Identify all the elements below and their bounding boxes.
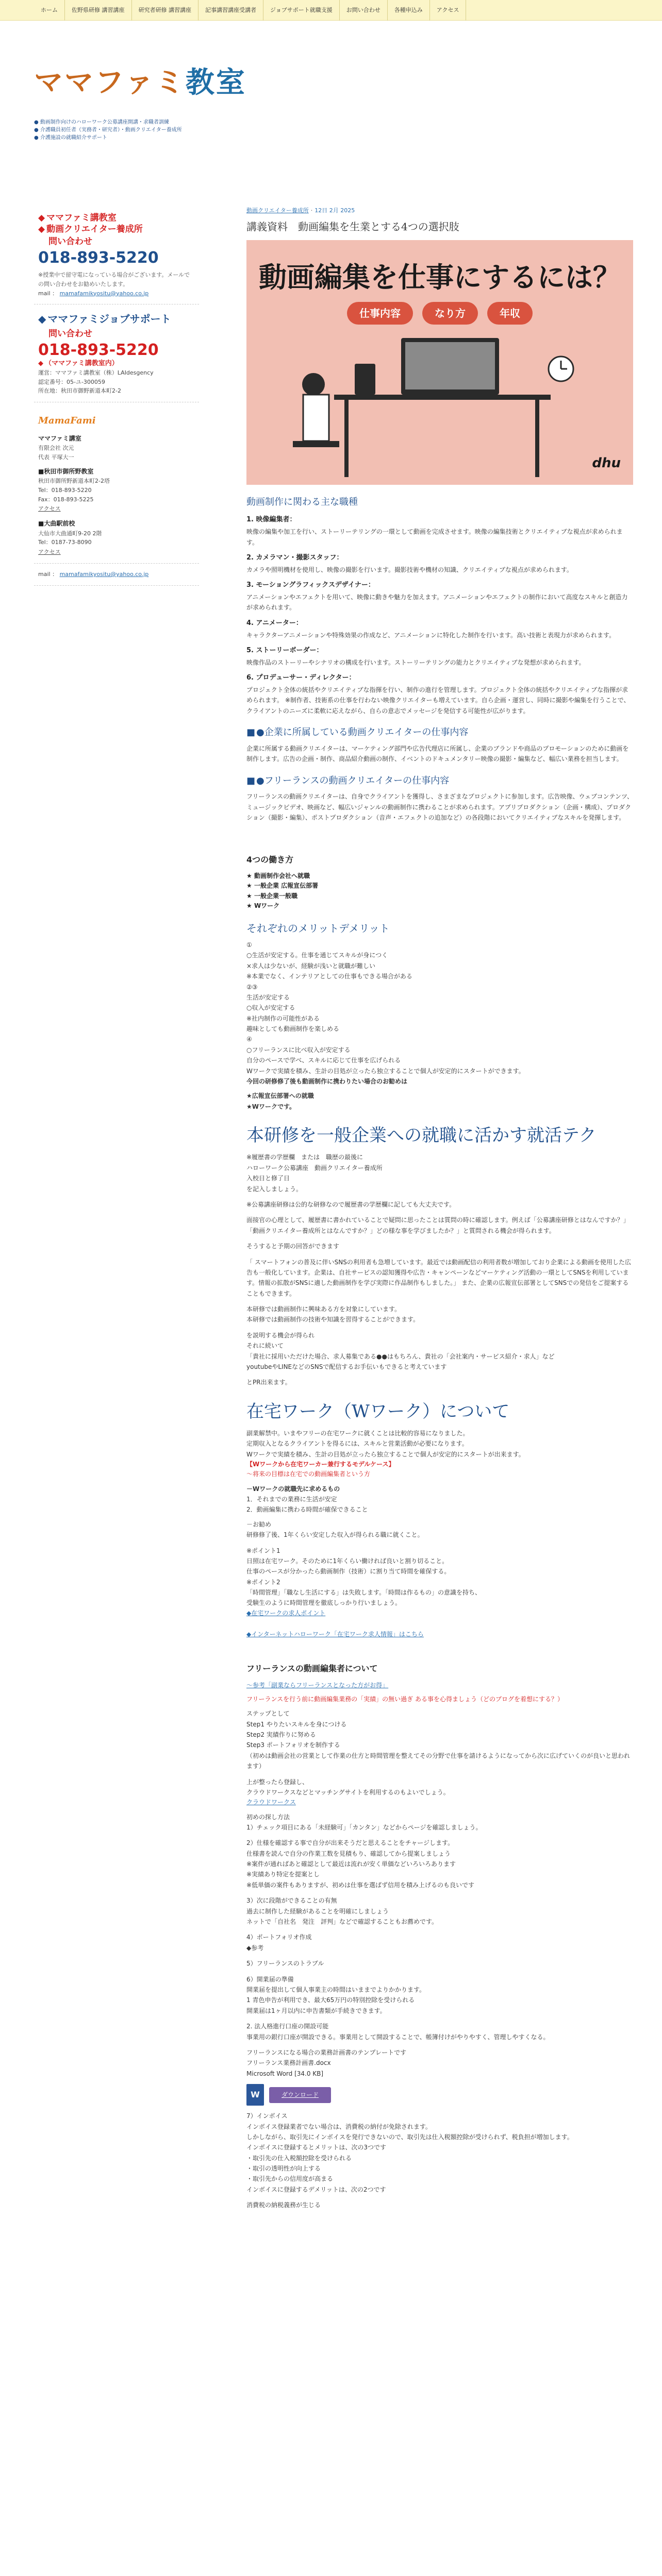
- footer-mail-link[interactable]: mamafamikyositu@yahoo.co.jp: [59, 570, 149, 578]
- nav-item[interactable]: アクセス: [430, 0, 467, 21]
- breadcrumb-category[interactable]: 動画クリエイター養成所: [246, 207, 309, 214]
- paragraph: ※社内制作の可能性がある: [246, 1014, 320, 1022]
- paragraph: ※実績あり特定を提案とし: [246, 1871, 320, 1878]
- nav-item[interactable]: お問い合わせ: [340, 0, 388, 21]
- role-text: キャラクターアニメーションや特殊効果の作成など、アニメーションに特化した制作を行います。高い技術と表現力が求められます。: [246, 631, 616, 639]
- paragraph: 消費税の納税義務が生じる: [246, 2201, 321, 2209]
- mail-label: mail: [38, 290, 51, 297]
- logo-main-text: ママファミ: [34, 65, 186, 99]
- post-date: 12日 2月 2025: [315, 207, 355, 214]
- paragraph: 「貴社に採用いただけた場合、求人募集である●●はもちろん、貴社の「会社案内・サービス紹介・求人」など: [246, 1352, 555, 1360]
- role-heading: 3. モーショングラフィックスデザイナー：: [246, 581, 375, 589]
- tagline: ● 動画制作向けのハローワーク公募講座開講・求職者訓練: [34, 118, 240, 126]
- paragraph: 4）ポートフォリオ作成: [246, 1934, 312, 1941]
- model-case-sub: ～将来の目標は在宅での動画編集者という方: [246, 1470, 371, 1478]
- paragraph: 受験生のように時間管理を徹底しっかり行いましょう。: [246, 1599, 402, 1607]
- job-paragraphs: [246, 1152, 633, 1387]
- role-text: アニメーションやエフェクトを用いて、映像に動きや魅力を加えます。アニメーションやエフェクトの制作において高度なスキルと創造力が求められます。: [246, 593, 628, 612]
- branch-access-link[interactable]: アクセス: [38, 505, 61, 513]
- paragraph: 研修修了後、1年くらい安定した収入が得られる職に就くこと。: [246, 1531, 424, 1539]
- wwork-paragraphs: [246, 1428, 633, 1460]
- school-contact-card: [34, 206, 199, 304]
- post-title: 講義資料 動画編集を生業とする4つの選択肢: [246, 220, 459, 233]
- paragraph: 本研修では動画制作に興味ある方を対象にしています。: [246, 1306, 401, 1313]
- job-phone-note: ◆ （ママファミ講教室内）: [38, 360, 195, 368]
- contact-label: 問い合わせ: [48, 236, 92, 247]
- paragraph: 本研修では動画制作の技術や知識を習得することができます。: [246, 1316, 420, 1324]
- school-phone[interactable]: 018-893-5220: [38, 249, 159, 267]
- desk-illustration-icon: [246, 240, 633, 485]
- paragraph: Wワークで実績を積み、生計の目処が立ったら独立することで個人が安定的にスタートが出来ます。: [246, 1450, 525, 1458]
- paragraph: 入校日と修了日: [246, 1175, 290, 1182]
- paragraph: 開業届は1ヶ月以内に申告書類が手続きできます。: [246, 2007, 386, 2014]
- branch-heading: ■大曲駅前校: [38, 520, 75, 528]
- tagline: ● 介護職員初任者（実務者・研究者）・動画クリエイター養成所: [34, 126, 240, 134]
- section-heading: ■ ●企業に所属している動画クリエイターの仕事内容: [246, 725, 633, 740]
- top-navigation: [0, 0, 662, 21]
- hero-title: 動画編集を仕事にするには？: [259, 261, 621, 294]
- wwork-notes: [246, 1519, 633, 1608]
- paragraph: －お勧め: [246, 1520, 272, 1528]
- paragraph: 副業解禁中。いまやフリーの在宅ワークに就くことは比較的容易になりました。: [246, 1430, 469, 1437]
- list-item: ★ 動画制作会社へ就職: [246, 871, 633, 881]
- job-info-line: 所在地：秋田市御野新道本町2-2: [38, 387, 121, 395]
- model-case-heading: 【Wワークから在宅ワーカー兼行するモデルケース】: [246, 1461, 395, 1468]
- steps-title: －Wワークの就職先に求めるもの: [246, 1485, 340, 1493]
- branch-access-link[interactable]: アクセス: [38, 548, 61, 555]
- role-heading: 6. プロデューサー・ディレクター：: [246, 674, 356, 682]
- job-support-card: [34, 304, 199, 402]
- role-text: 映像作品のストーリーやシナリオの構成を行います。ストーリーテリングの能力とクリエイティブな発想が求められます。: [246, 658, 585, 666]
- paragraph: ※履歴書の学歴欄 または 職歴の最後に: [246, 1154, 363, 1161]
- paragraph: ・取引の透明性が向上する: [246, 2165, 321, 2173]
- school-mail-row: mail ： mamafamikyositu@yahoo.co.jp: [38, 290, 149, 297]
- paragraph: しかしながら、取引先にインボイスを発行できないので、取引先は仕入税額控除が受けられず、税負担が増加します。: [246, 2133, 573, 2141]
- paragraph: 定期収入となるクライアントを得るには、スキルと営業活動が必要になります。: [246, 1440, 468, 1448]
- paragraph: 「時間管理」「職なし生活にする」は失敗します。「時間は作るもの」の意識を持ち、: [246, 1589, 482, 1597]
- school-heading: ◆ ママファミ講教室: [38, 212, 195, 224]
- download-button[interactable]: ダウンロード: [269, 2087, 331, 2103]
- site-logo[interactable]: [34, 67, 246, 99]
- paragraph: 趣味としても動画制作を楽しめる: [246, 1025, 340, 1033]
- role-heading: 4. アニメーター：: [246, 619, 303, 627]
- paragraph: 1）チェック項目にある「未経験可」「カンタン」などからページを確認しましょう。: [246, 1823, 482, 1831]
- paragraph: フリーランス業務計画書.docx: [246, 2059, 331, 2067]
- nav-item[interactable]: 研究者研修 講習講座: [132, 0, 199, 21]
- paragraph: 7）インボイス: [246, 2112, 288, 2120]
- paragraph: Step1 やりたいスキルを身につける: [246, 1720, 347, 1728]
- paragraph: ①: [246, 941, 252, 948]
- step-item: 2．動画編集に携わる時間が確保できること: [246, 1506, 368, 1514]
- hero-pill: 年収: [487, 302, 533, 325]
- paragraph: ○生活が安定する。仕事を通じてスキルが身につく: [246, 952, 388, 959]
- paragraph: ②③: [246, 983, 258, 991]
- paragraph: そうすると予期の回答ができます: [246, 1243, 340, 1250]
- hero-image: [246, 240, 633, 485]
- paragraph: フリーランスになる場合の業務計画書のテンプレートです: [246, 2048, 407, 2056]
- tagline: ● 介護施設の就職紹介サポート: [34, 134, 240, 142]
- hero-pill: 仕事内容: [347, 302, 413, 325]
- paragraph: Step2 実績作りに努める: [246, 1731, 316, 1738]
- company-card: [34, 402, 199, 564]
- branch-line: 大仙市大曲通町9-20 2階: [38, 530, 102, 537]
- brand-logo: MamaFami: [38, 415, 96, 427]
- role-heading: 5. ストーリーボーダー：: [246, 646, 323, 654]
- site-taglines: [34, 118, 240, 142]
- section-heading: 4つの働き方: [246, 854, 294, 865]
- job-contact-label: 問い合わせ: [48, 329, 92, 340]
- word-file-icon: W: [246, 2084, 264, 2106]
- mail-label: mail: [38, 570, 51, 578]
- inline-link[interactable]: ◆在宅ワークの求人ポイント: [246, 1609, 326, 1617]
- section-heading: ■ ●フリーランスの動画クリエイターの仕事内容: [246, 774, 633, 789]
- branch-line: 秋田市御所野新道本町2-2塔: [38, 478, 110, 485]
- paragraph: インボイス登録業者でない場合は、消費税の納付が免除されます。: [246, 2123, 432, 2130]
- list-item: ★ 一般企業 広報宣伝部署: [246, 881, 633, 891]
- role-heading: 2. カメラマン・撮影スタッフ：: [246, 553, 343, 562]
- paragraph: ○収入が安定する: [246, 1004, 295, 1012]
- job-phone[interactable]: 018-893-5220: [38, 341, 159, 360]
- paragraph: 仕事のペースが分かったら動画制作（技術）に割り当て時間を確保する。: [246, 1568, 451, 1575]
- nav-item[interactable]: 記事講習講座受講者: [198, 0, 263, 21]
- recommendation: ★Wワークです。: [246, 1103, 296, 1110]
- paragraph: 5）フリーランスのトラブル: [246, 1960, 324, 1968]
- paragraph: （初めは動画会社の営業として作業の仕方と時間管理を整えてその分野で仕事を請けるようになってから次に広げていくのが良いと思われます）: [246, 1752, 631, 1770]
- paragraph: 「 スマートフォンの普及に伴いSNSの利用者も急増しています。最近では動画配信の利用者数が増加しており企業による動画を使用した広告も一般化しています。企業は、自社サービスの認知獲得や広告・キャンペーンなどマーケティング活動の一環としてSNSを利用しています。情報の拡散がSNSに適した動画制作を学び実際に作品制作もしました。」 また、企業の広報宣伝部署としてSNSでの発信をご提案することもできます。: [246, 1258, 631, 1297]
- paragraph: ※案件が通ればあと確認として最近は流れが安く単価などいろいろあります: [246, 1860, 456, 1868]
- company-line: 有限会社 次元: [38, 445, 74, 451]
- paragraph: ×求人は少ないが、経験が浅いと就職が難しい: [246, 962, 376, 970]
- nav-item[interactable]: 各種申込み: [388, 0, 430, 21]
- paragraph: 自分のペースで学べ、スキルに応じて仕事を広げられる: [246, 1057, 401, 1064]
- paragraph: ※公募講座研修は公的な研修なので履歴書の学歴欄に記しても大丈夫です。: [246, 1200, 456, 1208]
- merit-paragraphs: [246, 940, 633, 1076]
- section-heading: フリーランスの動画編集者について: [246, 1664, 378, 1674]
- freelance-paragraphs: [246, 1708, 633, 1798]
- paragraph: 2. 法人格進行口座の開設可能: [246, 2023, 329, 2030]
- role-text: カメラや照明機材を使用し、映像の撮影を行います。撮影技術や機材の知識、クリエイティブな視点が求められます。: [246, 566, 573, 573]
- paragraph: 上が整ったら登録し、: [246, 1778, 309, 1786]
- branch-line: Tel：018-893-5220: [38, 486, 92, 494]
- work-styles-list: [246, 871, 633, 911]
- paragraph: ※低単価の案件もありますが、初めは仕事を選ばず信用を積み上げるのも良いです: [246, 1881, 475, 1889]
- paragraph: フリーランスの動画クリエイターは、自身でクライアントを獲得し、さまざまなプロジェクトに参加します。広告映像、ウェブコンテンツ、ミュージックビデオ、映画など、幅広いジャンルの動画制作に携わることが求められます。アプリプロダクション（企画・構成）、プロダクション（撮影・編集）、ポストプロダクション（音声・エフェクトの追加など）の各段階においてクリエイティブなスキルを発揮します。: [246, 793, 634, 822]
- branch-line: Fax：018-893-5225: [38, 496, 94, 503]
- paragraph: クラウドワークスなどとマッチングサイトを利用するのもよいでしょう。: [246, 1788, 450, 1796]
- recommendation: 今回の研修修了後も動画制作に携わりたい場合のお勧めは: [246, 1078, 408, 1086]
- paragraph: それに続いて: [246, 1342, 284, 1350]
- paragraph: ・取引先の仕入税額控除を受けられる: [246, 2154, 352, 2162]
- list-item: ★ Wワーク: [246, 901, 633, 911]
- nav-item[interactable]: ジョブサポート就職支援: [263, 0, 340, 21]
- role-text: プロジェクト全体の統括やクリエイティブな指揮を行い、制作の進行を管理します。プロジェクト全体の統括やクリエイティブな指揮が求められます。 ※制作者、技術系の仕事を行わない映像クリエイターも増えています。自ら企画・運営し、同時に撮影や編集を行うことで、クライアントのニーズに柔軟に応えながら、自らの意志でメッセージを発信する可能性が広がります。: [246, 686, 630, 715]
- footer-mail-card: mail ： mamafamikyositu@yahoo.co.jp: [34, 564, 199, 586]
- paragraph: Step3 ポートフォリオを制作する: [246, 1741, 340, 1749]
- paragraph: を記入しましょう。: [246, 1185, 303, 1193]
- paragraph: ・取引先からの信用度が高まる: [246, 2175, 334, 2183]
- paragraph: インボイスに登録するとメリットは、次の3つです: [246, 2144, 387, 2151]
- section-heading: それぞれのメリットデメリット: [246, 922, 390, 935]
- school-subheading: ◆ 動画クリエイター養成所: [38, 224, 195, 235]
- nav-item[interactable]: 佐野県研修 講習講座: [65, 0, 132, 21]
- freelance-paragraphs-2: [246, 1812, 633, 2079]
- breadcrumb: 動画クリエイター養成所 · 12日 2月 2025: [246, 207, 355, 214]
- paragraph: ※本業でなく、インテリアとしての仕事もできる場合がある: [246, 973, 412, 980]
- paragraph: youtubeやLINEなどのSNSで配信するお手伝いもできると考えています: [246, 1363, 447, 1371]
- paragraph: 過去に制作した経験があることを明確にしましょう: [246, 1907, 389, 1915]
- paragraph: インボイスに登録するデメリットは、次の2つです: [246, 2185, 386, 2193]
- job-support-heading: ◆ ママファミジョブサポート: [38, 311, 195, 327]
- paragraph: 日照は在宅ワーク。そのために1年くらい働ければ良いと割り切ること。: [246, 1557, 449, 1565]
- paragraph: 生活が安定する: [246, 993, 290, 1001]
- paragraph: ○フリーランスに比べ収入が安定する: [246, 1046, 351, 1054]
- paragraph: ※ポイント2: [246, 1578, 280, 1586]
- branch-line: Tel：0187-73-8090: [38, 539, 92, 546]
- paragraph: ◆参考: [246, 1944, 264, 1952]
- section-heading: 本研修を一般企業への就職に活かす就活テク: [246, 1125, 597, 1146]
- job-info-line: 運営：ママファミ講教室（株）LAIdesgency: [38, 369, 154, 377]
- paragraph: 企業に所属する動画クリエイターは、マーケティング部門や広告代理店に所属し、企業のブランドや商品のプロモーションのために動画を制作します。広告の企画・制作、商品紹介動画の制作、イベントのドキュメンタリー映像の撮影・編集など、幅広い業務を担当します。: [246, 744, 629, 763]
- crowdworks-link[interactable]: クラウドワークス: [246, 1799, 296, 1806]
- paragraph: を説明する機会が得られ: [246, 1331, 315, 1339]
- paragraph: ④: [246, 1036, 252, 1043]
- section-heading: 動画制作に関わる主な職種: [246, 496, 358, 507]
- inline-link[interactable]: ～参考「副業ならフリーランスとなった方がお得」: [246, 1681, 389, 1689]
- freelance-paragraphs-3: [246, 2111, 633, 2211]
- article: [246, 206, 633, 2211]
- paragraph: 2）仕様を確認する事で自分が出来そうだと思えることをチャージします。: [246, 1839, 454, 1847]
- inline-link[interactable]: ◆インターネットハローワーク「在宅ワーク求人情報」はこちら: [246, 1631, 424, 1638]
- paragraph: 6）開業届の準備: [246, 1975, 294, 1983]
- school-note: ※授業中で留守電になっている場合がございます。メールでの問い合わせをお勧めいたします。: [38, 272, 190, 287]
- section-heading: 在宅ワーク（Wワーク）について: [246, 1401, 510, 1422]
- nav-item[interactable]: ホーム: [34, 0, 65, 21]
- step-item: 1．それまでの業務に生活が安定: [246, 1495, 337, 1503]
- paragraph: 面接官の心理として、履歴書に書かれていることで疑問に思ったことは質問の時に確認します。例えば「公募講座研修とはなんですか？」「動画クリエイター養成所とはなんですか？」どの様な事を学びましたか？」と質問される機会が得られます。: [246, 1216, 630, 1234]
- file-download: [246, 2084, 633, 2106]
- hero-pill: なり方: [422, 302, 478, 325]
- job-info-line: 認定番号：05-ユ-300059: [38, 378, 105, 385]
- paragraph: Wワークで実績を積み、生計の目処が立ったら独立することで個人が安定的にスタートができます。: [246, 1067, 525, 1075]
- paragraph: 開業届を提出して個人事業主の時間はいままでよりかかります。: [246, 1986, 426, 1993]
- sidebar: [34, 206, 199, 586]
- paragraph: ネットで「自社名 発注 評判」などで確認することもお薦めです。: [246, 1918, 438, 1926]
- paragraph: ステップとして: [246, 1710, 290, 1718]
- school-mail-link[interactable]: mamafamikyositu@yahoo.co.jp: [59, 290, 149, 297]
- logo-accent-text: 教室: [185, 65, 246, 99]
- branch-heading: ■秋田市御所野教室: [38, 468, 94, 476]
- paragraph: ハローワーク公募講座 動画クリエイター養成所: [246, 1164, 383, 1172]
- paragraph: 事業用の銀行口座が開設できる。事業用として開設することで、帳簿付けがやりやすく、管理しやすくなる。: [246, 2033, 550, 2041]
- role-text: 映像の編集や加工を行い、ストーリーテリングの一環として動画を完成させます。映像の編集技術とクリエイティブな視点が求められます。: [246, 528, 623, 546]
- paragraph: 1 青色申告が利用でき、最大65万円の特別控除を受けられる: [246, 1996, 415, 2004]
- paragraph: ※ポイント1: [246, 1547, 280, 1554]
- company-line: 代表 平塚大一: [38, 453, 74, 461]
- hero-brand: dhu: [592, 455, 621, 471]
- paragraph: Microsoft Word [34.0 KB]: [246, 2070, 324, 2077]
- recommendation: ★広報宣伝部署への就職: [246, 1092, 314, 1100]
- paragraph: とPR出来ます。: [246, 1379, 291, 1386]
- paragraph: 初めの探し方法: [246, 1813, 290, 1821]
- warning-text: フリーランスを行う前に動画編集業務の「実績」の無い過ぎ ある事を心得ましょう（どのブログを着想にする？）: [246, 1696, 564, 1703]
- list-item: ★ 一般企業一般職: [246, 891, 633, 901]
- paragraph: 仕様書を読んで自分の作業工数を見積もり、確認してから提案しましょう: [246, 1850, 451, 1857]
- company-name: ママファミ講室: [38, 434, 81, 442]
- roles-list: [246, 515, 633, 716]
- role-heading: 1. 映像編集者：: [246, 516, 296, 524]
- paragraph: 3）次に段階ができることの有無: [246, 1897, 337, 1905]
